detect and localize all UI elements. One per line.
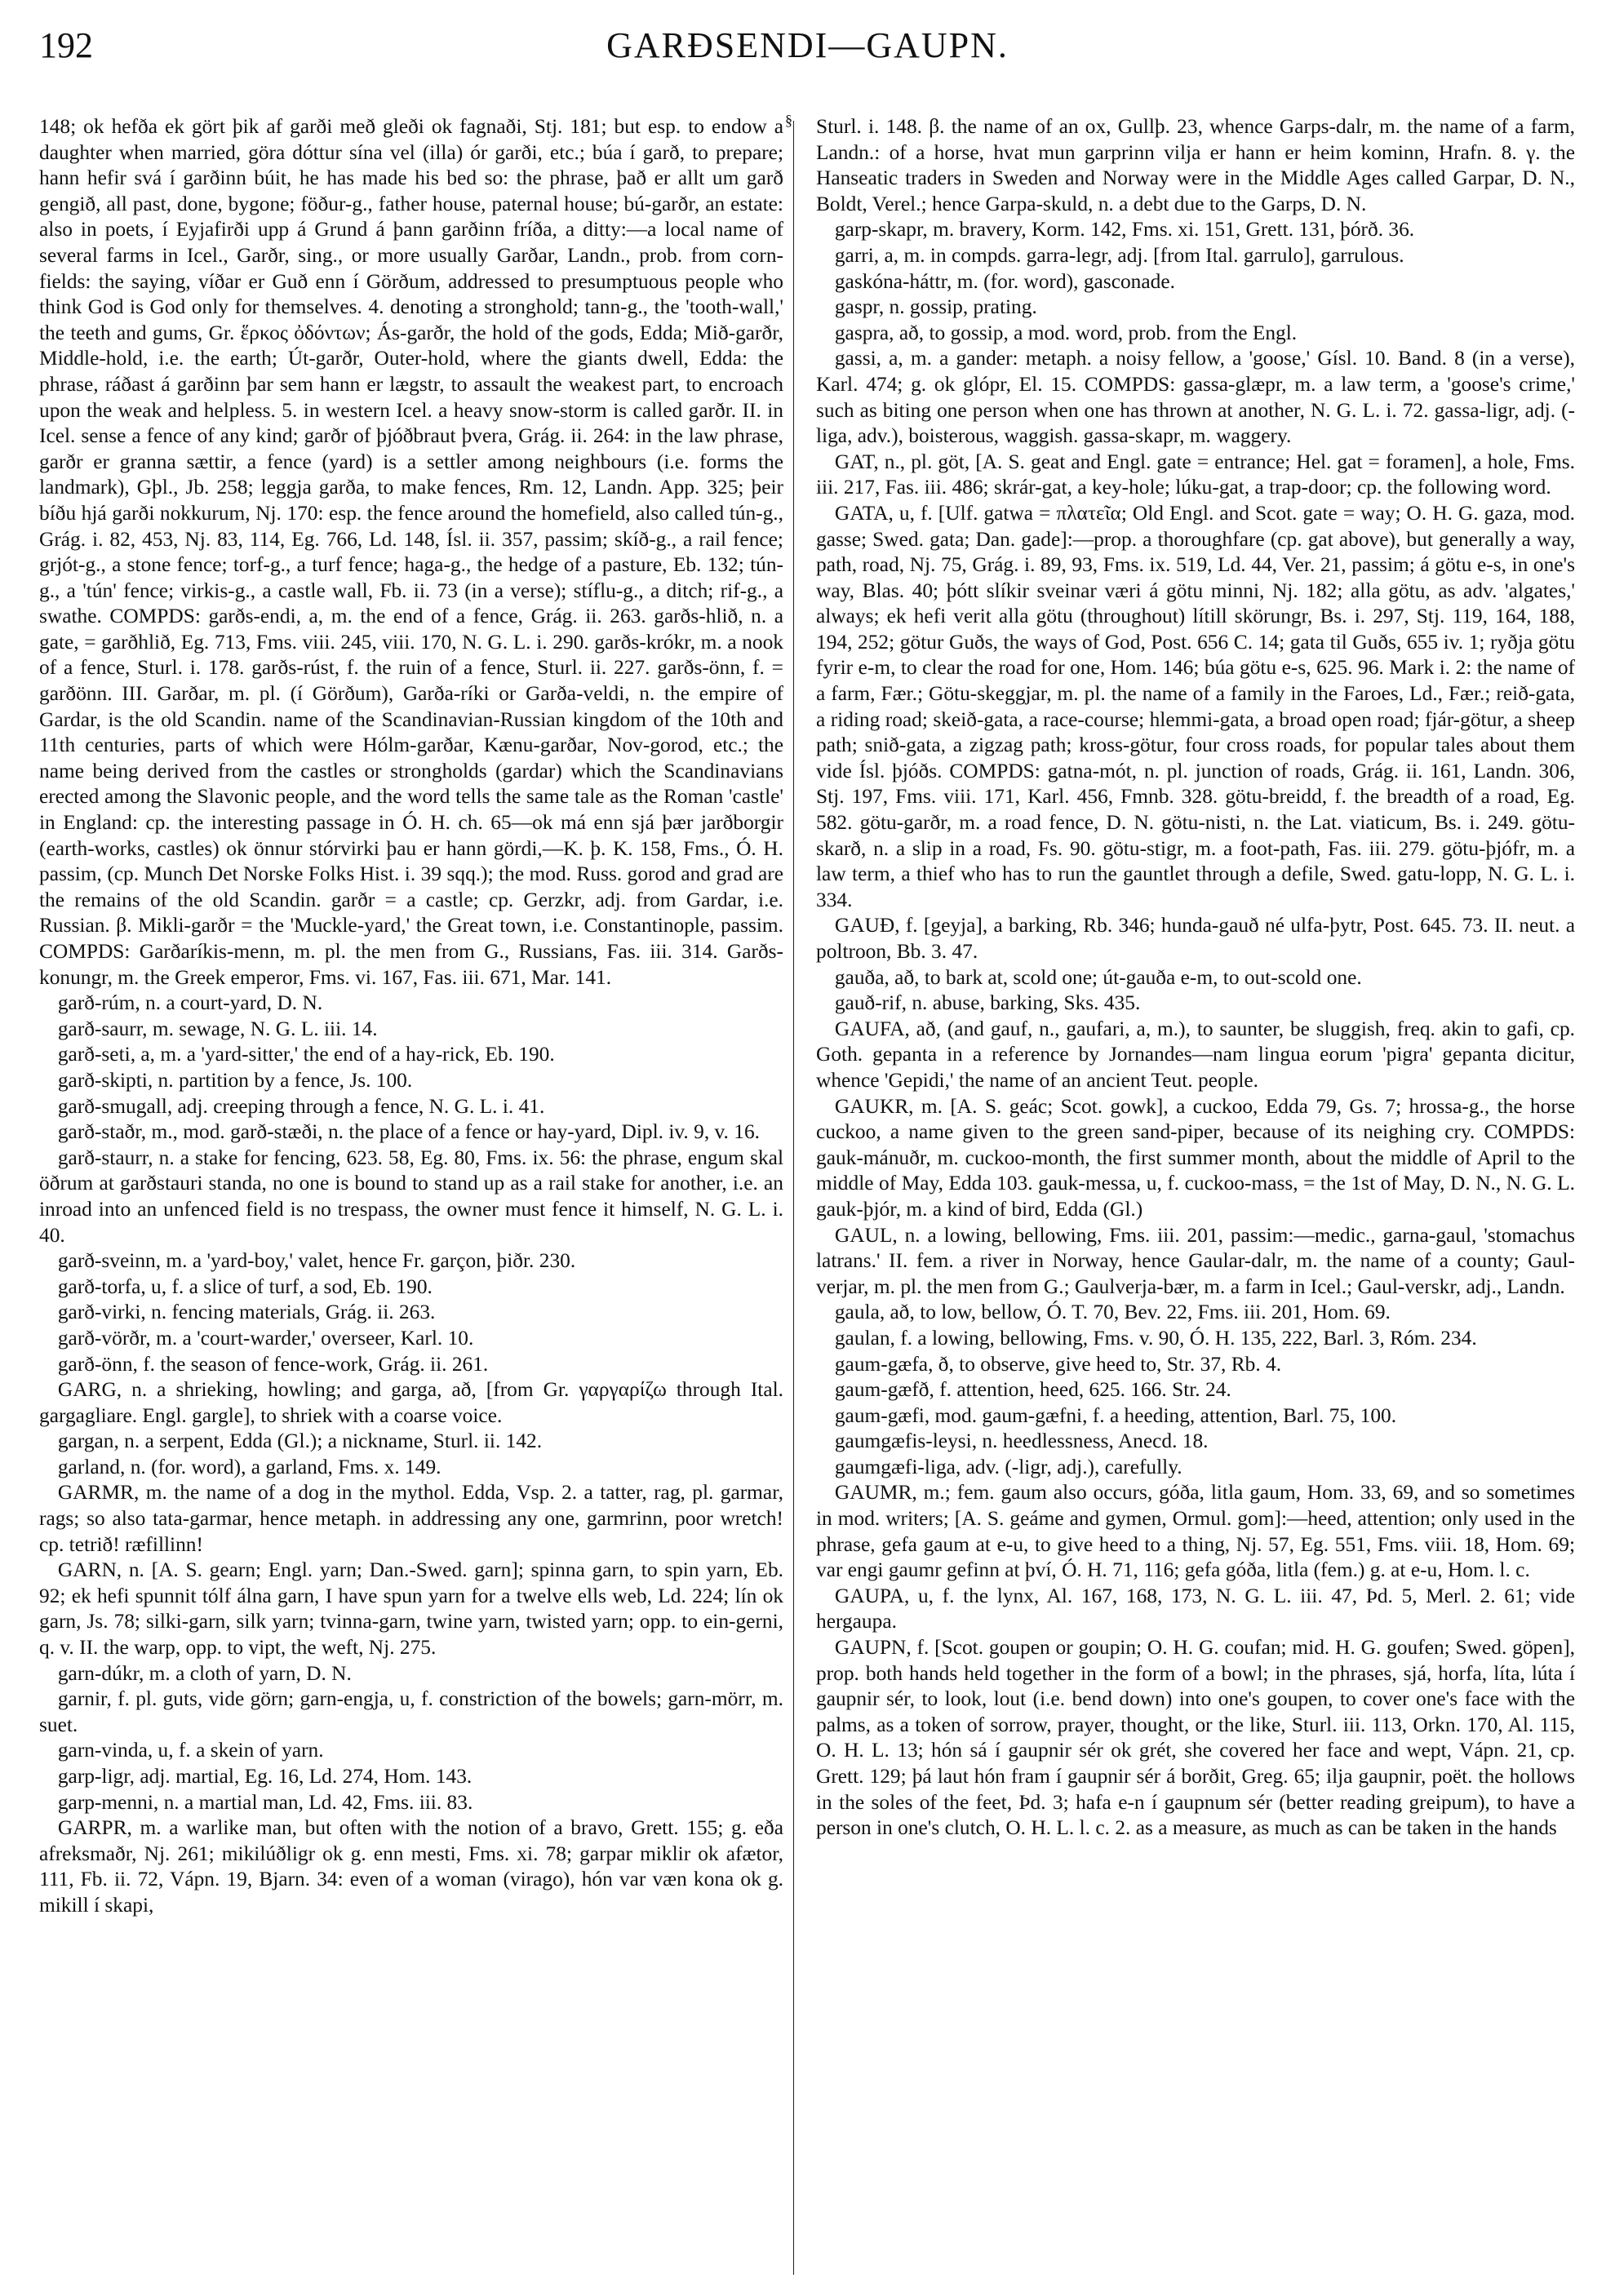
dictionary-entry: garð-staurr, n. a stake for fencing, 623. 58, Eg. 80, Fms. ix. 56: the phrase, engum skal öðrum at garðstauri standa, no one is bound to stand up as a rail stake for another, i.e. an inroad into an unfenced field is no trespass, the owner must fence it himself, N. G. L. i. 40. [39, 1146, 783, 1247]
dictionary-entry: garð-saurr, m. sewage, N. G. L. iii. 14. [57, 1017, 378, 1040]
dictionary-entry: gaum-gæfð, f. attention, heed, 625. 166. Str. 24. [834, 1378, 1231, 1402]
dictionary-entry: garð-skipti, n. partition by a fence, Js. 100. [57, 1068, 413, 1092]
dictionary-entry: GAUPA, u, f. the lynx, Al. 167, 168, 173, N. G. L. iii. 47, Þd. 5, Merl. 2. 61; vide hergaupa. [816, 1584, 1575, 1633]
dictionary-entry: gargan, n. a serpent, Edda (Gl.); a nickname, Sturl. ii. 142. [57, 1429, 543, 1453]
dictionary-entry: GARN, n. [A. S. gearn; Engl. yarn; Dan.-Swed. garn]; spinna garn, to spin yarn, Eb. 92; ek hefi spunnit tólf álna garn, I have spun yarn for a twelve ells web, Ld. 224; lín ok garn, Js. 78; silki-garn, silk yarn; tvinna-garn, twine yarn, twisted yarn; opp. to ein-gerni, q. v. II. the warp, opp. to vipt, the weft, Nj. 275. [39, 1558, 783, 1660]
dictionary-entry: gaumgæfis-leysi, n. heedlessness, Anecd. 18. [834, 1429, 1209, 1453]
dictionary-entry: garp-menni, n. a martial man, Ld. 42, Fms. iii. 83. [57, 1790, 473, 1814]
dictionary-entry: GATA, u, f. [Ulf. gatwa = πλατεῖα; Old Engl. and Scot. gate = way; O. H. G. gaza, mod. gasse; Swed. gata; Dan. gade]:—prop. a thoroughfare (cp. gat above), but generally a way, path, road, Nj. 75, Grág. i. 89, 93, Fms. ix. 519, Ld. 44, Ver. 21, passim; á götu e-s, in one's way, Blas. 40; þótt slíkir sveinar væri á götu minni, Nj. 182; alla götu, as adv. 'algates,' always; ek hefi verit alla götu (throughout) lítill skörungr, Bs. i. 297, Stj. 119, 164, 188, 194, 252; götur Guðs, the ways of God, Post. 656 C. 14; gata til Guðs, 655 iv. 1; ryðja götu fyrir e-m, to clear the road for one, Hom. 146; búa götu e-s, 625. 96. Mark i. 2: the name of a farm, Fær.; Götu-skeggjar, m. pl. the name of a family in the Faroes, Ld., Fær.; reið-gata, a riding road; skeið-gata, a race-course; hlemmi-gata, a broad open road; fjár-götur, a sheep path; snið-gata, a zigzag path; kross-götur, four cross roads, for popular tales about them vide Ísl. þjóðs. COMPDS: gatna-mót, n. pl. junction of roads, Grág. ii. 161, Landn. 306, Stj. 197, Fms. viii. 171, Karl. 456, Fmnb. 328. götu-breidd, f. the breadth of a road, Eg. 582. götu-garðr, m. a road fence, D. N. götu-nisti, n. the Lat. viaticum, Bs. i. 249. götu-skarð, n. a slip in a road, Fs. 90. götu-stigr, m. a foot-path, Fas. iii. 279. götu-þjófr, m. a law term, a thief who has to run the gauntlet through a defile, Swed. gatu-lopp, N. G. L. i. 334. [816, 501, 1575, 911]
dictionary-entry: gaula, að, to low, bellow, Ó. T. 70, Bev. 22, Fms. iii. 201, Hom. 69. [834, 1301, 1391, 1324]
dictionary-entry: garland, n. (for. word), a garland, Fms. x. 149. [57, 1455, 441, 1478]
dictionary-entry: garð-rúm, n. a court-yard, D. N. [57, 991, 323, 1015]
dictionary-entry: garð-virki, n. fencing materials, Grág. ii. 263. [57, 1301, 436, 1324]
dictionary-entry: GAUFA, að, (and gauf, n., gaufari, a, m.), to saunter, be sluggish, freq. akin to gafi, cp. Goth. gepanta in a reference by Jornandes—nam lingua eorum 'pigra' gepanta dicitur, whence 'Gepidi,' the name of an ancient Teut. people. [816, 1017, 1575, 1092]
dictionary-entry: Sturl. i. 148. β. the name of an ox, Gullþ. 23, whence Garps-dalr, m. the name of a farm, Landn.: of a horse, hvat mun garprinn vilja er hann er heim kominn, Hrafn. 8. γ. the Hanseatic traders in Sweden and Norway were in the Middle Ages called Garpar, D. N., Boldt, Verel.; hence Garpa-skuld, n. a debt due to the Garps, D. N. [816, 115, 1575, 215]
dictionary-entry: gaumgæfi-liga, adv. (-ligr, adj.), carefully. [834, 1455, 1182, 1478]
dictionary-entry: GARPR, m. a warlike man, but often with the notion of a bravo, Grett. 155; g. eða afreksmaðr, Nj. 261; mikilúðligr ok g. enn mesti, Fms. xi. 78; garpar miklir ok afætor, 111, Fb. ii. 72, Vápn. 19, Bjarn. 34: even of a woman (virago), hón var væn kona ok g. mikill í skapi, [39, 1816, 783, 1917]
dictionary-entry: GAT, n., pl. göt, [A. S. geat and Engl. gate = entrance; Hel. gat = foramen], a hole, Fms. iii. 217, Fas. iii. 486; skrár-gat, a key-hole; lúku-gat, a trap-door; cp. the following word. [816, 450, 1575, 499]
dictionary-entry: GARMR, m. the name of a dog in the mythol. Edda, Vsp. 2. a tatter, rag, pl. garmar, rags; so also tata-garmar, hence metaph. in addressing any one, garmrinn, poor wretch! cp. tetrið! ræfillinn! [39, 1481, 783, 1556]
dictionary-entry: garð-vörðr, m. a 'court-warder,' overseer, Karl. 10. [57, 1326, 474, 1350]
dictionary-entry: gaum-gæfa, ð, to observe, give heed to, Str. 37, Rb. 4. [834, 1352, 1282, 1376]
dictionary-entry: gaskóna-háttr, m. (for. word), gasconade. [834, 269, 1175, 293]
page-number: 192 [39, 25, 93, 65]
dictionary-entry: gaspra, að, to gossip, a mod. word, prob. from the Engl. [834, 321, 1298, 344]
dictionary-entry: GAUÐ, f. [geyja], a barking, Rb. 346; hunda-gauð né ulfa-þytr, Post. 645. 73. II. neut. a poltroon, Bb. 3. 47. [816, 914, 1575, 963]
running-head: GARÐSENDI—GAUPN. [606, 25, 1009, 65]
right-column [816, 114, 1575, 1842]
dictionary-entry: garð-smugall, adj. creeping through a fence, N. G. L. i. 41. [57, 1094, 545, 1118]
dictionary-entry: garp-ligr, adj. martial, Eg. 16, Ld. 274, Hom. 143. [57, 1765, 473, 1788]
dictionary-entry: GAUMR, m.; fem. gaum also occurs, góða, litla gaum, Hom. 33, 69, and so sometimes in mod. writers; [A. S. geáme and gymen, Ormul. gom]:—heed, attention; only used in the phrase, gefa gaum at e-u, to give heed to a thing, Nj. 57, Eg. 551, Fms. viii. 18, Hom. 69; var engi gaumr gefinn at því, Ó. H. 71, 116; gefa góða, litla (fem.) g. at e-u, Hom. l. c. [816, 1481, 1575, 1582]
dictionary-entry: GAUKR, m. [A. S. geác; Scot. gowk], a cuckoo, Edda 79, Gs. 7; hrossa-g., the horse cuckoo, a name given to the green sand-piper, because of its neighing cry. COMPDS: gauk-mánuðr, m. cuckoo-month, the first summer month, about the middle of April to the middle of May, Edda 103. gauk-messa, u, f. cuckoo-mass, = the 1st of May, D. N., N. G. L. gauk-þjór, m. a kind of bird, Edda (Gl.) [816, 1094, 1575, 1221]
column-divider-ornament: § [785, 112, 792, 128]
column-divider [793, 121, 794, 2275]
dictionary-entry: garð-sveinn, m. a 'yard-boy,' valet, hence Fr. garçon, þiðr. 230. [57, 1249, 576, 1273]
dictionary-entry: garnir, f. pl. guts, vide görn; garn-engja, u, f. constriction of the bowels; garn-mörr, m. suet. [39, 1687, 783, 1736]
dictionary-entry: gassi, a, m. a gander: metaph. a noisy fellow, a 'goose,' Gísl. 10. Band. 8 (in a verse), Karl. 474; g. ok glópr, El. 15. COMPDS: gassa-glæpr, m. a law term, a 'goose's crime,' such as biting one person when one has thrown at another, N. G. L. i. 72. gassa-ligr, adj. (-liga, adv.), boisterous, waggish. gassa-skapr, m. waggery. [816, 347, 1575, 448]
dictionary-entry: garð-torfa, u, f. a slice of turf, a sod, Eb. 190. [57, 1274, 433, 1298]
dictionary-entry: garp-skapr, m. bravery, Korm. 142, Fms. xi. 151, Grett. 131, þórð. 36. [834, 218, 1415, 242]
dictionary-entry: garð-seti, a, m. a 'yard-sitter,' the end of a hay-rick, Eb. 190. [57, 1043, 555, 1066]
dictionary-entry: gauða, að, to bark at, scold one; út-gauða e-m, to out-scold one. [834, 965, 1362, 989]
dictionary-entry: gaum-gæfi, mod. gaum-gæfni, f. a heeding, attention, Barl. 75, 100. [834, 1403, 1397, 1427]
dictionary-entry: garn-dúkr, m. a cloth of yarn, D. N. [57, 1661, 352, 1685]
dictionary-entry: gaspr, n. gossip, prating. [834, 295, 1037, 319]
dictionary-entry: GAUPN, f. [Scot. goupen or goupin; O. H. G. coufan; mid. H. G. goufen; Swed. göpen], prop. both hands held together in the form of a bowl; in the phrases, sjá, horfa, líta, lúta í gaupnir sér, to look, lout (i.e. bend down) into one's goupen, to cover one's face with the palms, as a token of sorrow, prayer, thought, or the like, Sturl. iii. 113, Orkn. 170, Al. 115, O. H. L. 13; hón sá í gaupnir sér ok grét, she covered her face and wept, Vápn. 21, cp. Grett. 129; þá laut hón fram í gaupnir sér á borðit, Greg. 65; ilja gaupnir, poët. the hollows in the soles of the feet, Þd. 3; hafa e-n í gaupnum sér (better reading greipum), to have a person in one's clutch, O. H. L. l. c. 2. as a measure, as much as can be taken in the hands [816, 1636, 1575, 1840]
dictionary-entry: GAUL, n. a lowing, bellowing, Fms. iii. 201, passim:—medic., garna-gaul, 'stomachus latrans.' II. fem. a river in Norway, hence Gaular-dalr, m. the name of a county; Gaul-verjar, m. pl. the men from G.; Gaulverja-bær, m. a farm in Icel.; Gaul-verskr, adj., Landn. [816, 1223, 1575, 1298]
dictionary-entry: GARG, n. a shrieking, howling; and garga, að, [from Gr. γαργαρίζω through Ital. gargagliare. Engl. gargle], to shriek with a coarse voice. [39, 1378, 783, 1427]
dictionary-entry: gauð-rif, n. abuse, barking, Sks. 435. [834, 991, 1141, 1015]
dictionary-entry: garð-önn, f. the season of fence-work, Grág. ii. 261. [57, 1352, 489, 1376]
dictionary-entry: garn-vinda, u, f. a skein of yarn. [57, 1739, 324, 1762]
dictionary-entry: gaulan, f. a lowing, bellowing, Fms. v. 90, Ó. H. 135, 222, Barl. 3, Róm. 234. [834, 1326, 1477, 1350]
dictionary-entry: garri, a, m. in compds. garra-legr, adj. [from Ital. garrulo], garrulous. [834, 243, 1404, 267]
left-column [39, 114, 783, 1919]
dictionary-entry: 148; ok hefða ek gört þik af garði með gleði ok fagnaði, Stj. 181; but esp. to endow a daughter when married, göra dóttur sína vel (illa) ór garði, etc.; búa í garð, to prepare; hann hefir svá í garðinn búit, he has made his bed so: the phrase, það er allt um garð gengið, all past, done, bygone; föður-g., father house, paternal house; bú-garðr, an estate: also in poets, í Eyjafirði upp á Grund á þann garðinn fríða, a ditty:—a local name of several farms in Icel., Garðr, sing., or more usually Garðar, Landn., prob. from corn-fields: the saying, víðar er Guð enn í Görðum, addressed to presumptuous people who think God is God only for themselves. 4. denoting a stronghold; tann-g., the 'tooth-wall,' the teeth and gums, Gr. ἕρκος ὀδόντων; Ás-garðr, the hold of the gods, Edda; Mið-garðr, Middle-hold, i.e. the earth; Út-garðr, Outer-hold, where the giants dwell, Edda: the phrase, ráðast á garðinn þar sem hann er lægstr, to assault the weakest part, to encroach upon the weak and helpless. 5. in western Icel. a heavy snow-storm is called garðr. II. in Icel. sense a fence of any kind; garðr of þjóðbraut þvera, Grág. ii. 264: in the law phrase, garðr er granna sættir, a fence (yard) is a settler among neighbours (i.e. forms the landmark), Gþl., Jb. 258; leggja garða, to make fences, Rm. 12, Landn. App. 325; þeir bíðu hjá garði nokkurum, Nj. 170: esp. the fence around the homefield, also called tún-g., Grág. i. 82, 453, Nj. 83, 114, Eg. 766, Ld. 148, Ísl. ii. 357, passim; skíð-g., a rail fence; grjót-g., a stone fence; torf-g., a turf fence; haga-g., the hedge of a pasture, Eb. 132; tún-g., a 'tún' fence; virkis-g., a castle wall, Fb. ii. 73 (in a verse); stíflu-g., a ditch; rif-g., a swathe. COMPDS: garðs-endi, a, m. the end of a fence, Grág. ii. 263. garðs-hlið, n. a gate, = garðhlið, Eg. 713, Fms. viii. 245, viii. 170, N. G. L. i. 290. garðs-krókr, m. a nook of a fence, Sturl. i. 178. garðs-rúst, f. the ruin of a fence, Sturl. ii. 227. garðs-önn, f. = garðönn. III. Garðar, m. pl. (í Görðum), Garða-ríki or Garða-veldi, n. the empire of Gardar, is the old Scandin. name of the Scandinavian-Russian kingdom of the 10th and 11th centuries, parts of which were Hólm-garðar, Kænu-garðar, Nov-gorod, etc.; the name being derived from the castles or strongholds (gardar) which the Scandinavians erected among the Slavonic people, and the word tells the same tale as the Roman 'castle' in England: cp. the interesting passage in Ó. H. ch. 65—ok má enn sjá þær jarðborgir (earth-works, castles) ok önnur stórvirki þau er hann gördi,—K. þ. K. 158, Fms., Ó. H. passim, (cp. Munch Det Norske Folks Hist. i. 39 sqq.); the mod. Russ. gorod and grad are the remains of the old Scandin. garðr = a castle; cp. Gerzkr, adj. from Gardar, i.e. Russian. β. Mikli-garðr = the 'Muckle-yard,' the Great town, i.e. Constantinople, passim. COMPDS: Garðaríkis-menn, m. pl. the men from G., Russians, Fas. iii. 314. Garðs-konungr, m. the Greek emperor, Fms. vi. 167, Fas. iii. 671, Mar. 141. [39, 115, 783, 989]
dictionary-entry: garð-staðr, m., mod. garð-stæði, n. the place of a fence or hay-yard, Dipl. iv. 9, v. 16. [57, 1120, 760, 1144]
